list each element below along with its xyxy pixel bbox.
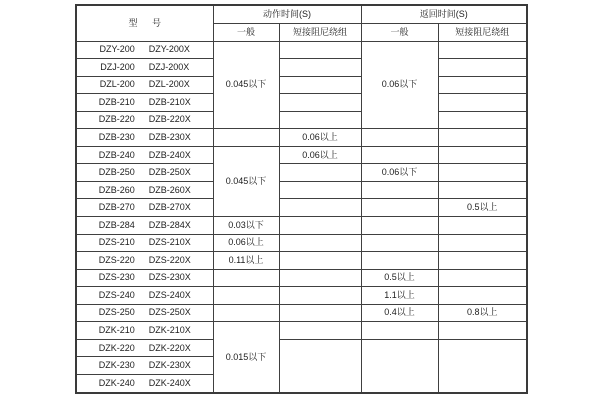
model-name-x: DZL-200X: [148, 79, 190, 90]
return-damping-cell: [438, 111, 527, 129]
action-damping-cell: [279, 111, 361, 129]
action-damping-cell: 0.06以上: [279, 129, 361, 147]
model-cell: [76, 304, 213, 322]
return-damping-cell: [438, 287, 527, 305]
model-cell: [76, 234, 213, 252]
model-cell: [76, 181, 213, 199]
return-general-cell: [361, 199, 438, 217]
return-damping-cell: [438, 129, 527, 147]
model-name-x: DZK-220X: [148, 342, 191, 353]
action-general-cell: 0.11以上: [213, 252, 279, 270]
model-cell: [76, 252, 213, 270]
return-damping-cell: [438, 216, 527, 234]
model-cell: [76, 111, 213, 129]
return-general-cell: [361, 234, 438, 252]
model-name: DZB-230: [98, 132, 135, 142]
model-name: DZB-270: [98, 202, 135, 213]
return-general-cell: 0.5以上: [361, 269, 438, 287]
action-damping-cell: [279, 94, 361, 112]
header-action-general: 一般: [213, 23, 279, 41]
model-name-x: DZB-284X: [148, 219, 191, 230]
action-general-cell: [213, 269, 279, 287]
model-name-x: DZY-200X: [148, 44, 190, 55]
action-damping-cell: [279, 287, 361, 305]
model-name-x: DZB-210X: [148, 96, 191, 107]
model-cell: [76, 287, 213, 305]
return-damping-cell: [438, 59, 527, 77]
model-name-x: DZK-240X: [148, 377, 191, 388]
model-name-x: DZB-240X: [148, 149, 191, 160]
action-general-cell: [213, 287, 279, 305]
return-damping-cell: [438, 234, 527, 252]
return-general-cell: [361, 216, 438, 234]
action-damping-cell: [279, 304, 361, 322]
model-cell: [76, 41, 213, 59]
model-name-x: DZS-210X: [148, 237, 191, 248]
return-damping-cell: [438, 252, 527, 270]
model-cell: [76, 199, 213, 217]
return-general-cell: [361, 252, 438, 270]
model-name: DZK-210: [98, 325, 135, 336]
model-name: DZK-220: [98, 342, 135, 353]
return-damping-cell: [438, 164, 527, 182]
action-damping-cell: [279, 164, 361, 182]
model-cell: [76, 269, 213, 287]
table-row: [76, 41, 527, 59]
return-damping-cell: [438, 322, 527, 340]
return-damping-cell: [438, 339, 527, 393]
action-damping-cell: [279, 234, 361, 252]
model-name: DZB-210: [98, 96, 135, 107]
table-row: [76, 287, 527, 305]
action-general-cell: [213, 304, 279, 322]
table-row: [76, 76, 527, 94]
model-name-x: DZS-250X: [148, 307, 191, 318]
table-row: [76, 129, 527, 147]
header-return-time: 返回时间(S): [361, 5, 527, 23]
model-name: DZS-240: [98, 289, 135, 300]
table-row: [76, 199, 527, 217]
model-name: DZY-200: [99, 44, 135, 55]
table-row: [76, 164, 527, 182]
return-damping-cell: [438, 94, 527, 112]
table-row: [76, 94, 527, 112]
return-damping-cell: [438, 76, 527, 94]
model-cell: [76, 216, 213, 234]
action-general-cell: 0.045以下: [213, 41, 279, 129]
table-row: [76, 234, 527, 252]
action-general-cell: 0.03以下: [213, 216, 279, 234]
action-damping-cell: 0.06以上: [279, 146, 361, 164]
action-general-cell: 0.015以下: [213, 322, 279, 393]
return-general-cell: [361, 146, 438, 164]
model-name-x: DZB-220X: [148, 114, 191, 125]
table-row: [76, 59, 527, 77]
table-row: [76, 181, 527, 199]
table-row: [76, 111, 527, 129]
action-general-cell: 0.06以上: [213, 234, 279, 252]
return-damping-cell: [438, 181, 527, 199]
table-row: [76, 269, 527, 287]
action-damping-cell: [279, 339, 361, 393]
table-row: [76, 339, 527, 357]
model-name: DZK-240: [98, 377, 135, 388]
model-cell: [76, 164, 213, 182]
table-row: [76, 322, 527, 340]
model-name-x: DZS-220X: [148, 254, 191, 265]
action-general-cell: 0.045以下: [213, 146, 279, 216]
return-general-cell: [361, 322, 438, 340]
header-model: 型 号: [76, 5, 213, 41]
action-damping-cell: [279, 216, 361, 234]
table-row: [76, 252, 527, 270]
return-general-cell: [361, 129, 438, 147]
model-name: DZK-230: [98, 360, 135, 371]
model-cell: [76, 129, 213, 147]
return-general-cell: 1.1以上: [361, 287, 438, 305]
header-action-damping: 短接阻尼绕组: [279, 23, 361, 41]
model-cell: [76, 339, 213, 357]
model-cell: [76, 76, 213, 94]
model-cell: [76, 59, 213, 77]
model-name-x: DZB-260X: [148, 184, 191, 195]
model-name: DZS-220: [98, 254, 135, 265]
action-damping-cell: [279, 59, 361, 77]
action-damping-cell: [279, 269, 361, 287]
model-name: DZJ-200: [100, 61, 135, 72]
model-cell: [76, 146, 213, 164]
model-name-x: DZS-230X: [148, 272, 191, 283]
action-damping-cell: [279, 252, 361, 270]
model-cell: [76, 357, 213, 375]
model-cell: [76, 94, 213, 112]
action-damping-cell: [279, 181, 361, 199]
header-return-damping: 短接阻尼绕组: [438, 23, 527, 41]
header-return-general: 一般: [361, 23, 438, 41]
model-name: DZS-250: [98, 307, 135, 318]
table-row: [76, 146, 527, 164]
return-damping-cell: 0.8以上: [438, 304, 527, 322]
model-cell: [76, 374, 213, 393]
model-name-x: DZK-230X: [148, 360, 191, 371]
model-name: DZB-250: [98, 167, 135, 178]
action-general-cell: [213, 129, 279, 147]
action-damping-cell: [279, 199, 361, 217]
model-name: DZB-260: [98, 184, 135, 195]
model-name-x: DZJ-200X: [148, 61, 190, 72]
model-name-x: DZS-240X: [148, 289, 191, 300]
action-damping-cell: [279, 41, 361, 59]
return-general-cell: 0.06以下: [361, 41, 438, 129]
return-damping-cell: [438, 269, 527, 287]
model-name: DZB-240: [98, 149, 135, 160]
model-name: DZB-284: [98, 219, 135, 230]
header-action-time: 动作时间(S): [213, 5, 361, 23]
model-cell: [76, 322, 213, 340]
model-name-x: DZB-270X: [148, 202, 191, 213]
model-name-x: DZB-230X: [148, 132, 191, 142]
model-name-x: DZK-210X: [148, 325, 191, 336]
model-name-x: DZB-250X: [148, 167, 191, 178]
return-damping-cell: 0.5以上: [438, 199, 527, 217]
return-general-cell: [361, 339, 438, 393]
model-name: DZS-230: [98, 272, 135, 283]
model-name: DZB-220: [98, 114, 135, 125]
table-row: [76, 216, 527, 234]
model-name: DZL-200: [99, 79, 135, 90]
return-general-cell: [361, 181, 438, 199]
model-name: DZS-210: [98, 237, 135, 248]
action-damping-cell: [279, 322, 361, 340]
return-damping-cell: [438, 146, 527, 164]
return-general-cell: 0.06以下: [361, 164, 438, 182]
return-general-cell: 0.4以上: [361, 304, 438, 322]
spec-table: [75, 4, 528, 394]
table-row: [76, 304, 527, 322]
return-damping-cell: [438, 41, 527, 59]
action-damping-cell: [279, 76, 361, 94]
